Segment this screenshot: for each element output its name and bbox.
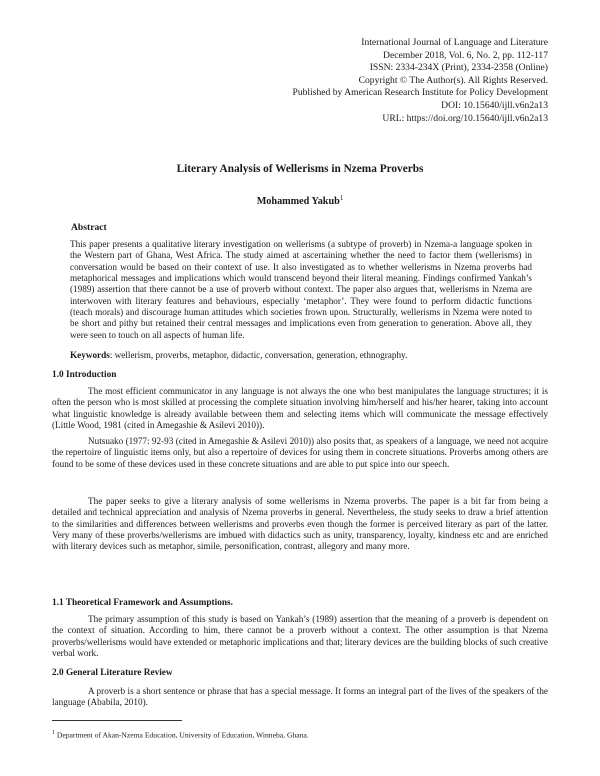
section-heading-theory: 1.1 Theoretical Framework and Assumptions. xyxy=(52,598,233,608)
abstract-text: This paper presents a qualitative literary investigation on wellerisms (a subtype of proverb) in Nzema-a language spoken in the Western part of Ghana, West Africa. The study aimed at ascertaining whether the need to factor them (wellerisms) in conversation would be based on their context of use. It also investigated as to whether wellerisms in Nzema proverbs had metaphorical messages and implications which would transcend beyond their literal meaning. Findings confirmed Yankah’s (1989) assertion that there cannot be a use of proverb without context. The paper also argues that, wellerisms in Nzema are interwoven with literary features and behaviours, especially ‘metaphor’. They were found to perform didactic functions (teach morals) and discourage human attitudes which societies frown upon. Structurally, wellerisms in Nzema were noted to be short and pithy but retained their central messages and implications even from generation to generation. Above all, they were seen to touch on all aspects of human life. xyxy=(70,239,532,340)
section-heading-review: 2.0 General Literature Review xyxy=(52,668,173,678)
url-line[interactable]: URL: https://doi.org/10.15640/ijll.v6n2a13 xyxy=(382,112,548,124)
footnote xyxy=(52,728,548,741)
issue-info: December 2018, Vol. 6, No. 2, pp. 112-117 xyxy=(383,49,548,61)
paper-title: Literary Analysis of Wellerisms in Nzema Proverbs xyxy=(176,163,424,175)
journal-name: International Journal of Language and Literature xyxy=(361,37,548,48)
keywords-text: : wellerism, proverbs, metaphor, didactic, conversation, generation, ethnography. xyxy=(109,350,408,360)
journal-header xyxy=(228,37,548,125)
footnote-text: Department of Akan-Nzema Education, University of Education, Winneba, Ghana. xyxy=(56,730,309,740)
keywords-label: Keywords xyxy=(70,350,110,360)
theory-paragraph-1: The primary assumption of this study is based on Yankah’s (1989) assertion that the meaning of a proverb is dependent on the context of situation. According to him, there cannot be a proverb without a context. The other assumption is that Nzema proverbs/wellerisms would have extended or metaphoric implications and that; literary devices are the building blocks of such creative verbal work. xyxy=(52,614,548,659)
author-footnote-mark[interactable]: 1 xyxy=(339,194,344,202)
author-line xyxy=(0,196,600,207)
doi-line: DOI: 10.15640/ijll.v6n2a13 xyxy=(441,99,548,111)
copyright-line: Copyright © The Author(s). All Rights Reserved. xyxy=(358,74,548,86)
keywords-line xyxy=(70,350,532,361)
footnote-mark: 1 xyxy=(52,730,55,736)
intro-paragraph-1: The most efficient communicator in any language is not always the one who best manipulates the language structures; it is often the person who is most skilled at processing the complete situation involving him/herself and his/her hearer, taking into account what linguistic knowledge is already available between them and selecting items which will communicate the message effectively (Little Wood, 1981 (cited in Amegashie & Asilevi 2010)). xyxy=(52,386,548,431)
intro-paragraph-3: The paper seeks to give a literary analysis of some wellerisms in Nzema proverbs. The paper is a bit far from being a detailed and technical appreciation and analysis of Nzema proverbs in general. Nevertheless, the study seeks to draw a brief attention to the similarities and differences between wellerisms and proverbs even though the former is perceived literary as part of the latter. Very many of these proverbs/wellerisms are imbued with didactics such as unity, transparency, loyalty, kindness etc and are enriched with literary devices such as metaphor, simile, personification, contrast, allegory and many more. xyxy=(52,496,548,552)
publisher-line: Published by American Research Institute for Policy Development xyxy=(292,87,548,99)
section-heading-introduction: 1.0 Introduction xyxy=(52,370,117,380)
intro-paragraph-2: Nutsuako (1977: 92-93 (cited in Amegashie & Asilevi 2010)) also posits that, as speakers of a language, we need not acquire the repertoire of linguistic items only, but also a repertoire of devices for using them in concrete situations. Proverbs among others are found to be some of these devices used in these concrete situations and are able to put spice into our speech. xyxy=(52,436,548,469)
abstract-heading: Abstract xyxy=(71,222,107,233)
issn-info: ISSN: 2334-234X (Print), 2334-2358 (Online) xyxy=(369,62,548,74)
review-paragraph-1: A proverb is a short sentence or phrase that has a special message. It forms an integral part of the lives of the speakers of the language (Ababila, 2010). xyxy=(52,686,548,708)
footnote-divider xyxy=(52,720,182,721)
author-name: Mohammed Yakub xyxy=(256,196,340,207)
